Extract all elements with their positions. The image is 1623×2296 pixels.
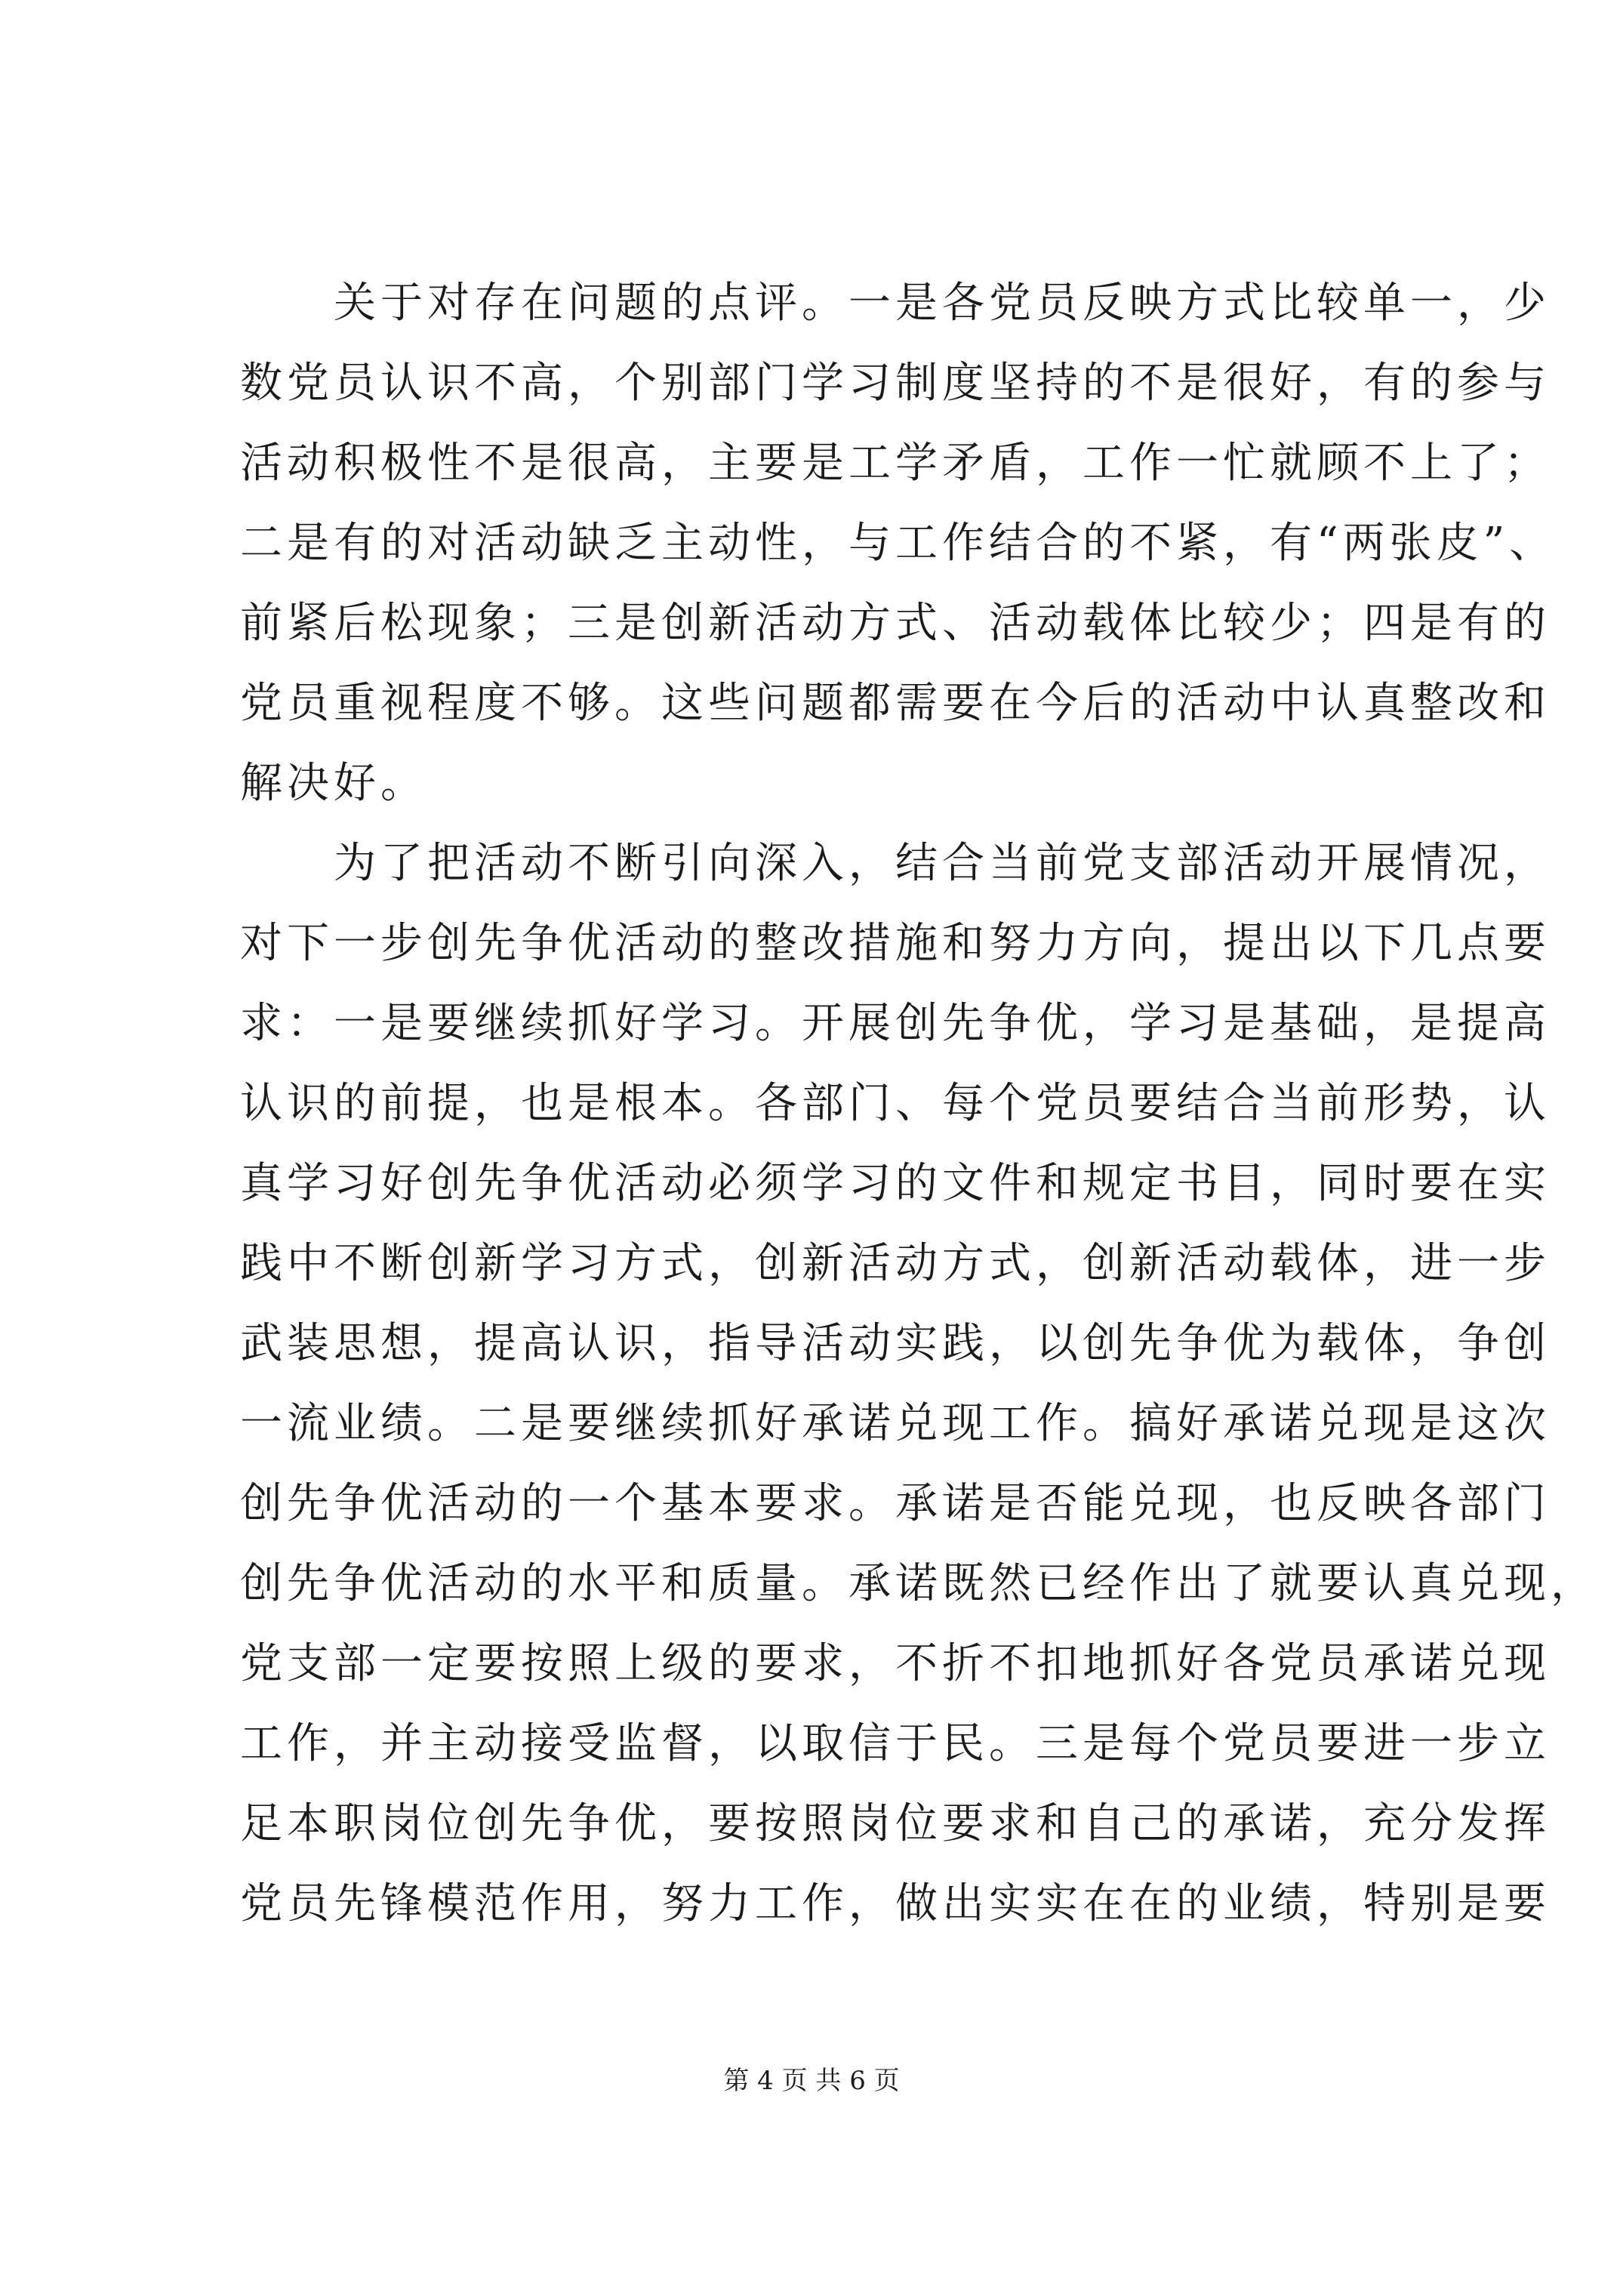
text-line: 关于对存在问题的点评。一是各党员反映方式比较单一，少 — [240, 279, 1551, 328]
text-line: 武装思想，提高认识，指导活动实践，以创先争优为载体，争创 — [240, 1319, 1551, 1368]
text-line: 工作，并主动接受监督，以取信于民。三是每个党员要进一步立 — [240, 1719, 1551, 1768]
text-line: 数党员认识不高，个别部门学习制度坚持的不是很好，有的参与 — [240, 359, 1551, 408]
text-line: 创先争优活动的水平和质量。承诺既然已经作出了就要认真兑现， — [240, 1559, 1597, 1608]
text-line: 为了把活动不断引向深入，结合当前党支部活动开展情况， — [240, 839, 1551, 888]
text-line: 党员重视程度不够。这些问题都需要在今后的活动中认真整改和 — [240, 679, 1551, 728]
text-line: 认识的前提，也是根本。各部门、每个党员要结合当前形势，认 — [240, 1079, 1551, 1128]
text-line: 一流业绩。二是要继续抓好承诺兑现工作。搞好承诺兑现是这次 — [240, 1399, 1551, 1448]
text-line: 求：一是要继续抓好学习。开展创先争优，学习是基础，是提高 — [240, 999, 1551, 1048]
page-footer — [0, 2064, 1623, 2097]
text-line: 二是有的对活动缺乏主动性，与工作结合的不紧，有“两张皮”、 — [240, 519, 1557, 568]
text-line: 解决好。 — [240, 759, 427, 808]
text-line: 党支部一定要按照上级的要求，不折不扣地抓好各党员承诺兑现 — [240, 1639, 1551, 1688]
text-line: 真学习好创先争优活动必须学习的文件和规定书目，同时要在实 — [240, 1159, 1551, 1208]
text-line: 党员先锋模范作用，努力工作，做出实实在在的业绩，特别是要 — [240, 1879, 1551, 1928]
page-number-label: 第 4 页 共 6 页 — [723, 2066, 900, 2096]
text-line: 足本职岗位创先争优，要按照岗位要求和自己的承诺，充分发挥 — [240, 1799, 1551, 1848]
text-line: 活动积极性不是很高，主要是工学矛盾，工作一忙就顾不上了； — [240, 439, 1551, 488]
text-line: 对下一步创先争优活动的整改措施和努力方向，提出以下几点要 — [240, 919, 1551, 968]
text-line: 前紧后松现象；三是创新活动方式、活动载体比较少；四是有的 — [240, 599, 1551, 648]
text-line: 创先争优活动的一个基本要求。承诺是否能兑现，也反映各部门 — [240, 1479, 1551, 1528]
text-line: 践中不断创新学习方式，创新活动方式，创新活动载体，进一步 — [240, 1239, 1551, 1288]
